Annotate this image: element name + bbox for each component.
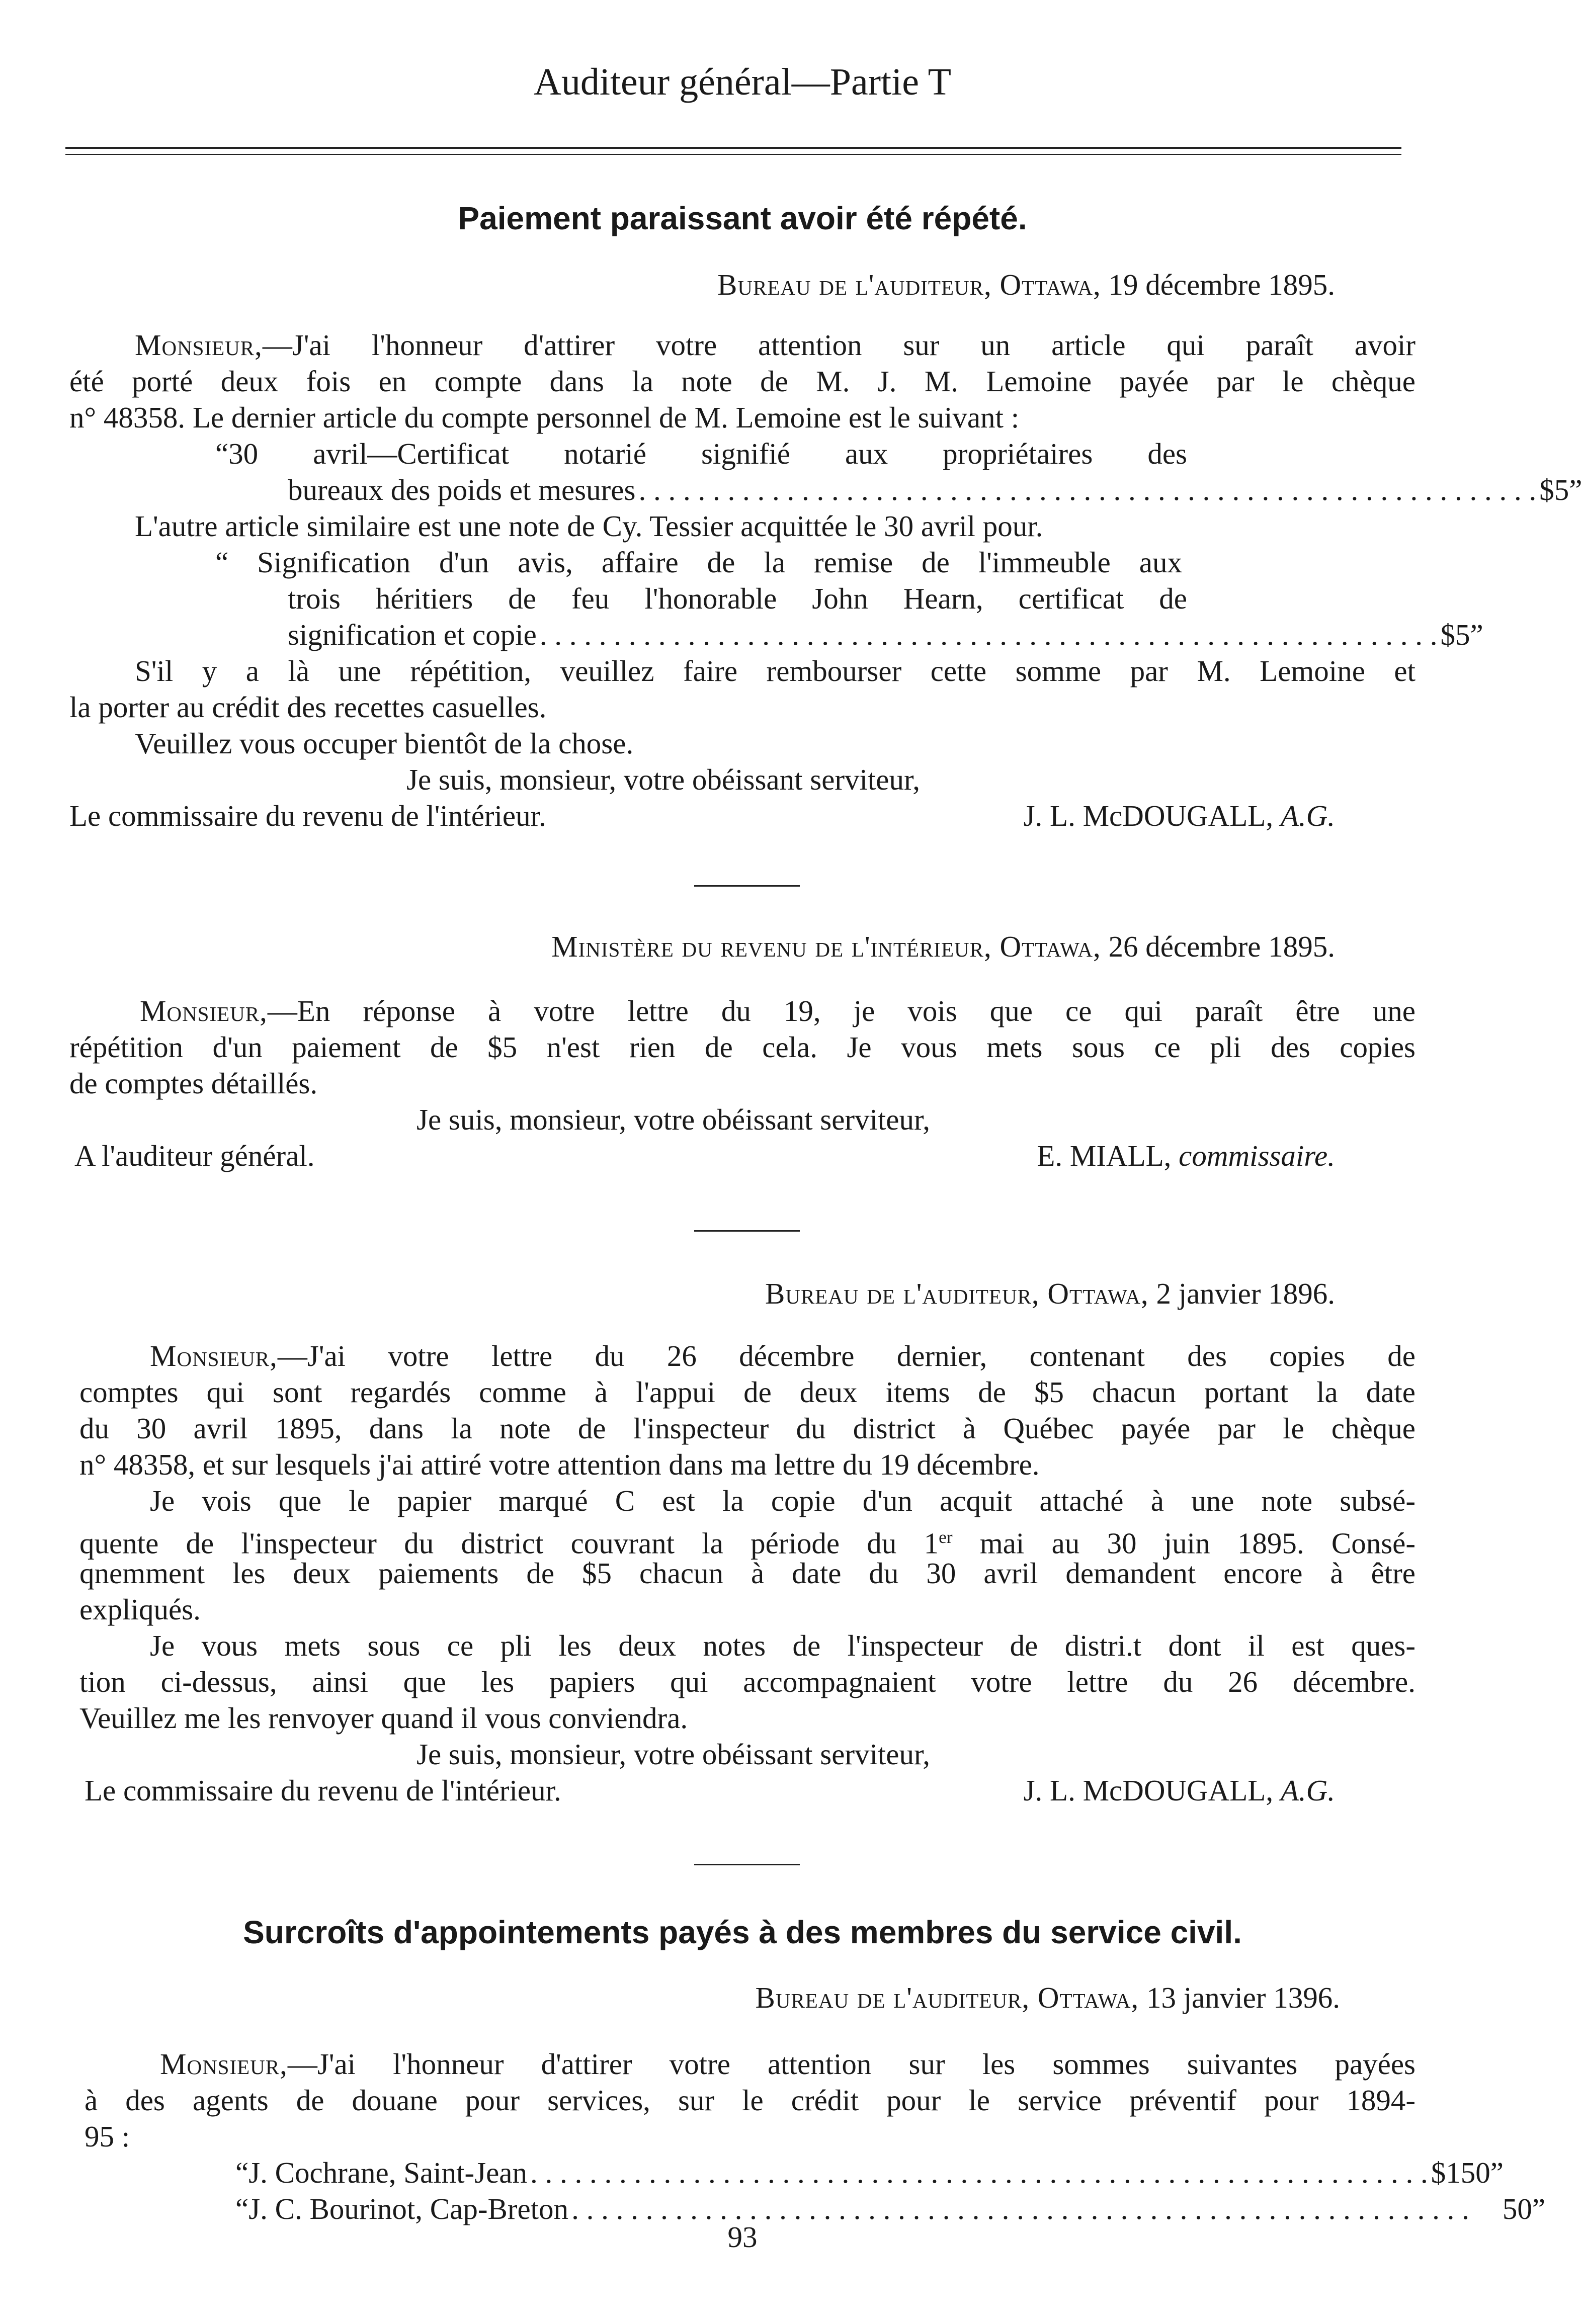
dateline-date: 2 janvier 1896. [1148,1277,1335,1310]
signer-name: J. L. McDOUGALL, [1023,1774,1274,1807]
salutation: Monsieur, [160,2047,288,2081]
letter-line: du 30 avril 1895, dans la note de l'inspecteur du district à Québec payée par le chèque [79,1412,1416,1445]
payment-item-amount: $150” [1431,2156,1504,2189]
header-rule-top [65,147,1401,149]
letter-line [140,993,1416,1029]
letter-line: Veuillez me les renvoyer quand il vous conviendra. [79,1701,688,1735]
salutation: Monsieur, [150,1339,278,1372]
dateline-office: Bureau de l'auditeur, Ottawa, [755,1981,1139,2014]
letter-line: Veuillez vous occuper bientôt de la chose. [135,727,634,760]
dateline-date: 19 décembre 1895. [1101,268,1335,301]
leader-dots: . . . . . . . . . . . . . . . . . . . . . . . . . . . . . . . . . . . . . . . . . . . . . . . . . . . . . . . . . . . . . [571,2192,1469,2225]
letter-line: Je vois que le papier marqué C est la copie d'un acquit attaché à une note subsé- [150,1484,1416,1517]
letter-line: S'il y a là une répétition, veuillez faire rembourser cette somme par M. Lemoine et [135,654,1416,687]
dateline [717,267,1335,303]
closing-line: Je suis, monsieur, votre obéissant serviteur, [406,763,921,796]
closing-line: Je suis, monsieur, votre obéissant serviteur, [417,1738,931,1771]
quoted-item-text: bureaux des poids et mesures [288,473,636,506]
letter-line: comptes qui sont regardés comme à l'appui de deux items de $5 chacun portant la date [79,1375,1416,1409]
letter-line: L'autre article similaire est une note de Cy. Tessier acquittée le 30 avril pour. [135,509,1043,543]
signer-name: J. L. McDOUGALL, [1023,799,1274,832]
quoted-item-line [288,617,1483,653]
section-title-repeated-payment: Paiement paraissant avoir été répété. [458,200,1027,236]
section-title-salary-surplus: Surcroîts d'appointements payés à des membres du service civil. [243,1914,1242,1950]
letter-text: —J'ai l'honneur d'attirer votre attention sur un article qui paraît avoir [262,328,1416,362]
page-number: 93 [727,2220,758,2254]
dateline-date: 26 décembre 1895. [1101,930,1335,963]
letter-text: —En réponse à votre lettre du 19, je vois que ce qui paraît être une [267,994,1416,1027]
leader-dots: . . . . . . . . . . . . . . . . . . . . . . . . . . . . . . . . . . . . . . . . . . . . . . . . . . . . . . . . . . . . . [530,2156,1428,2189]
letter-text: —J'ai l'honneur d'attirer votre attention sur les sommes suivantes payées [287,2047,1416,2081]
letter-line [160,2046,1416,2082]
signer-title: commissaire. [1179,1139,1335,1172]
signer-title: A.G. [1280,1774,1335,1807]
signer-name: E. MIALL, [1037,1139,1172,1172]
letter-line: n° 48358. Le dernier article du compte personnel de M. Lemoine est le suivant : [69,401,1020,434]
quoted-item-line: “ Signification d'un avis, affaire de la remise de l'immeuble aux [215,546,1182,579]
letter-line: à des agents de douane pour services, sur le crédit pour le service préventif pour 1894- [85,2084,1416,2117]
header-rule-bottom [65,154,1401,155]
letter-line [135,327,1416,363]
quoted-item-line: trois héritiers de feu l'honorable John Hearn, certificat de [288,582,1187,615]
superscript: er [939,1527,953,1547]
payment-item-amount: 50” [1502,2192,1545,2225]
leader-dots: . . . . . . . . . . . . . . . . . . . . . . . . . . . . . . . . . . . . . . . . . . . . . . . . . . . . . . . . . . . . . [638,473,1537,506]
salutation: Monsieur, [140,994,268,1027]
closing-line: Je suis, monsieur, votre obéissant serviteur, [417,1103,931,1136]
quoted-item-amount: $5” [1539,473,1582,506]
signer-title: A.G. [1280,799,1335,832]
letter-text: mai au 30 juin 1895. Consé- [952,1526,1416,1560]
letter-line: tion ci-dessus, ainsi que les papiers qui accompagnaient votre lettre du 26 décembre. [79,1665,1416,1698]
quoted-item-text: signification et copie [288,618,537,651]
signature [1037,1138,1335,1174]
page-header-title: Auditeur général—Partie T [533,61,952,103]
quoted-item-amount: $5” [1440,618,1483,651]
letter-line: 95 : [85,2120,130,2153]
letter-line: expliqués. [79,1593,201,1626]
payment-item-row [235,2155,1504,2191]
quoted-item-line: “30 avril—Certificat notarié signifié aux propriétaires des [215,437,1187,470]
letter-line: n° 48358, et sur lesquels j'ai attiré votre attention dans ma lettre du 19 décembre. [79,1448,1040,1481]
letter-line: la porter au crédit des recettes casuelles. [69,691,547,724]
letter-line [150,1338,1416,1374]
letter-text: —J'ai votre lettre du 26 décembre dernier, contenant des copies de [277,1339,1416,1372]
signature [1024,798,1335,834]
separator-rule [694,885,800,887]
addressee: Le commissaire du revenu de l'intérieur. [85,1774,561,1807]
letter-text: quente de l'inspecteur du district couvrant la période du 1 [79,1526,939,1560]
addressee: A l'auditeur général. [74,1139,315,1172]
salutation: Monsieur, [135,328,263,362]
letter-line: qnemment les deux paiements de $5 chacun à date du 30 avril demandent encore à être [79,1557,1416,1590]
signature [1024,1772,1335,1809]
addressee: Le commissaire du revenu de l'intérieur. [69,799,546,832]
dateline-office: Bureau de l'auditeur, Ottawa, [765,1277,1149,1310]
dateline-office: Bureau de l'auditeur, Ottawa, [717,268,1101,301]
payment-item-name: “J. Cochrane, Saint-Jean [235,2156,527,2189]
dateline-date: 13 janvier 1396. [1139,1981,1340,2014]
quoted-item-line [288,472,1582,508]
payment-item-name: “J. C. Bourinot, Cap-Breton [235,2192,569,2225]
dateline [765,1275,1335,1312]
letter-line: été porté deux fois en compte dans la note de M. J. M. Lemoine payée par le chèque [69,365,1416,398]
letter-line: de comptes détaillés. [69,1067,318,1100]
separator-rule [694,1230,800,1232]
letter-line: Je vous mets sous ce pli les deux notes de l'inspecteur de distri.t dont il est ques- [150,1629,1416,1662]
dateline [551,928,1335,965]
leader-dots: . . . . . . . . . . . . . . . . . . . . . . . . . . . . . . . . . . . . . . . . . . . . . . . . . . . . . . . . . . . . . [539,618,1438,651]
separator-rule [694,1864,800,1865]
dateline-office: Ministère du revenu de l'intérieur, Ottawa, [551,930,1101,963]
letter-line: répétition d'un paiement de $5 n'est rien de cela. Je vous mets sous ce pli des copies [69,1030,1416,1064]
dateline [756,1979,1341,2016]
